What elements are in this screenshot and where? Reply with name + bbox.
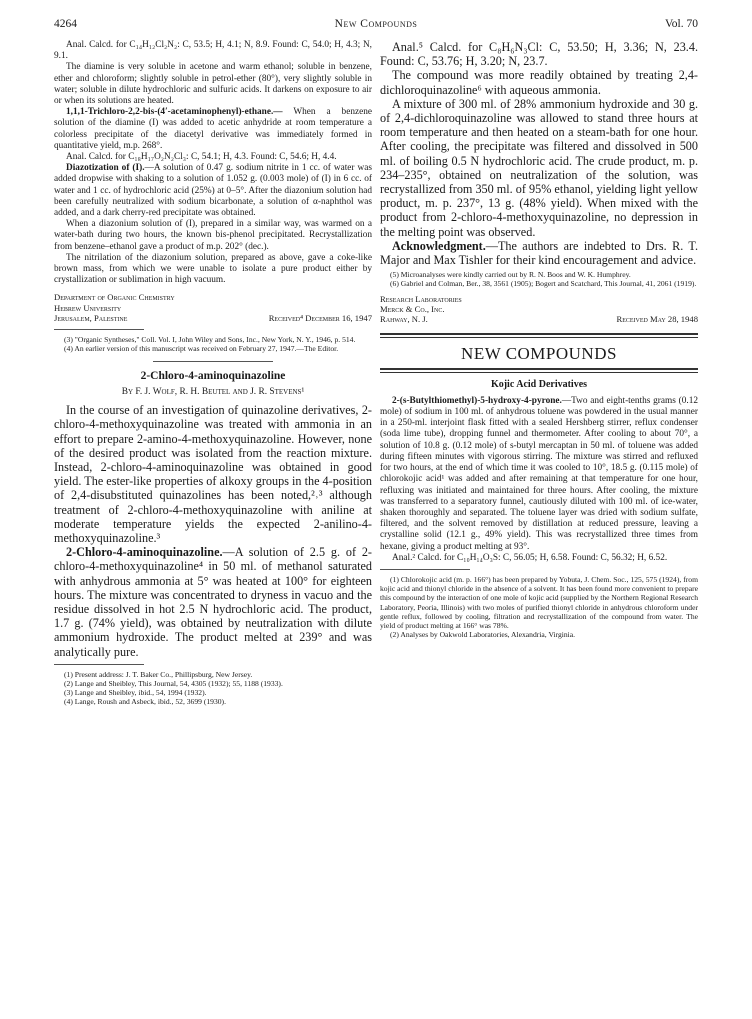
article-byline: By F. J. Wolf, R. H. Beutel and J. R. Stevens¹ (121, 387, 305, 398)
section-rule-bottom (380, 337, 698, 338)
affiliation-block-right (380, 294, 698, 325)
footnote-b2: (2) Lange and Sheibley, This Journal, 54, 4305 (1932); 55, 1188 (1933). (64, 678, 283, 688)
affiliation-line-2: Hebrew University (54, 302, 122, 313)
preparation-text: —A solution of 2.5 g. of 2-chloro-4-methoxyquinazoline⁴ in 50 ml. of methanol saturated with anhydrous ammonia at 5° was heated at 100° for eighteen hours. The mixture was concentrated to dryness in vacuo and the residue dissolved in hot 2.5 N hydrochloric acid. The product, 1.7 g. (74% yield), was obtained by neutralization with dilute ammonium hydroxide. The product melted at 239° and was analytically pure. (54, 545, 372, 659)
footnotes-bottom (54, 670, 372, 707)
article-divider (153, 361, 273, 362)
right-column (380, 40, 698, 639)
footnote-6: (6) Gabriel and Colman, Ber., 38, 3561 (1905); Bogert and Scatchard, This Journal, 41, 2061 (1919). (390, 279, 697, 289)
affiliation-line-3 (54, 313, 372, 323)
kojic-footnotes (380, 575, 698, 639)
footnote-divider-2 (54, 664, 144, 665)
nitrilation-paragraph: The nitrilation of the diazonium solution, prepared as above, gave a coke-like brown mass, from which we were unable to isolate a pure product either by crystallization or sublimation in high vacuum. (54, 252, 372, 286)
affiliation-right-1: Research Laboratories (380, 293, 462, 304)
affiliation-city: Jerusalem, Palestine (54, 313, 128, 324)
acknowledgment-heading: Acknowledgment. (392, 238, 486, 253)
preparation-paragraph (54, 545, 372, 659)
kojic-footnote-2: (2) Analyses by Oakwold Laboratories, Alexandria, Virginia. (390, 630, 576, 640)
analysis-paragraph-4: Anal.² Calcd. for C₁₀H₁₄O₃S: C, 56.05; H, 6.58. Found: C, 56.32; H, 6.52. (392, 552, 668, 563)
footnotes-right (380, 270, 698, 288)
footnote-b4: (4) Lange, Roush and Asbeck, ibid., 52, 3699 (1930). (64, 697, 226, 707)
affiliation-line-1: Department of Organic Chemistry (54, 292, 175, 303)
acknowledgment-paragraph (380, 239, 698, 267)
footnote-b3: (3) Lange and Sheibley, ibid., 54, 1994 (1932). (64, 688, 207, 698)
left-column (54, 40, 372, 707)
section-rule-bottom-2 (380, 372, 698, 373)
analysis-paragraph-2: Anal. Calcd. for C₁₈H₁₇O₂N₂Cl₃: C, 54.1; H, 4.3. Found: C, 54.6; H, 4.4. (66, 152, 337, 163)
affiliation-right-2: Merck & Co., Inc. (380, 304, 445, 315)
running-title: New Compounds (334, 18, 418, 30)
readily-paragraph: The compound was more readily obtained by treating 2,4-dichloroquinazoline⁶ with aqueous ammonia. (380, 68, 698, 97)
footnote-divider (54, 329, 144, 330)
preparation-heading: 2-Chloro-4-aminoquinazoline. (66, 545, 223, 560)
footnote-5: (5) Microanalyses were kindly carried out by R. N. Boos and W. K. Humphrey. (390, 270, 631, 280)
footnote-4: (4) An earlier version of this manuscript was received on February 27, 1947.—The Editor. (64, 343, 339, 353)
kojic-title: Kojic Acid Derivatives (490, 378, 588, 390)
section-title: NEW COMPOUNDS (461, 343, 617, 363)
trichloro-heading: 1,1,1-Trichloro-2,2-bis-(4′-acetaminophenyl)-ethane.— (66, 107, 283, 118)
bisphenol-paragraph: When a diazonium solution of (I), prepared in a similar way, was warmed on a water-bath during two hours, the known bis-phenol precipitated. Recrystallization from benzene–ethanol gave a product of m.p. 202° (dec.). (54, 219, 372, 252)
intro-paragraph: In the course of an investigation of quinazoline derivatives, 2-chloro-4-methoxyquinazoline was treated with ammonia in an effort to prepare 2-amino-4-methoxyquinazoline. However, none of the desired product was isolated from the reaction mixture. Instead, 2-chloro-4-aminoquinazoline was obtained in good yield. The ester-like properties of alkoxy groups in the 4-position of 2,4-disubstituted quinazolines has been noted,²˒³ although treatment of 2-chloro-4-methoxyquinazoline with aniline at moderate temperature yields the expected 2-anilino-4-methoxyquinazoline.³ (54, 403, 372, 545)
analysis-paragraph: Anal. Calcd. for C₁₄H₁₂Cl₂N₂: C, 53.5; H, 4.1; N, 8.9. Found: C, 54.0; H, 4.3; N, 9.1. (54, 40, 372, 62)
page-header (54, 18, 698, 34)
diazotization-text: —A solution of 0.47 g. sodium nitrite in 1 cc. of water was added dropwise with shaking to a solution of 1.052 g. (0.003 mole) of (I) in 6 cc. of water and 1 cc. of hydrochloric acid (25%) at 0–5°. After the diazonium solution had been carefully neutralized with sodium bicarbonate, a solution of α-naphthol was added, and a dark cherry-red precipitate was obtained. (54, 163, 372, 219)
affiliation-right-3 (380, 314, 698, 324)
trichloro-paragraph (54, 107, 372, 152)
received-date-right: Received May 28, 1948 (616, 314, 698, 325)
acknowledgment-text: —The authors are indebted to Drs. R. T. Major and Max Tishler for their kind encouragement and advice. (380, 238, 698, 268)
footnote-divider-3 (380, 569, 470, 570)
trichloro-text: When a benzene solution of the diamine (I) was added to acetic anhydride at room temperature a colorless precipitate of the diacetyl derivative was immediately formed in quantitative yield, m.p. 268°. (54, 107, 372, 151)
solubility-paragraph: The diamine is very soluble in acetone and warm ethanol; soluble in benzene, ether and chloroform; slightly soluble in petrol-ether (80°), very slightly soluble in water; soluble in dilute hydrochloric and sulfuric acids. It darkens on exposure to air or when its solutions are heated. (54, 62, 372, 107)
kojic-heading: 2-(s-Butylthiomethyl)-5-hydroxy-4-pyrone. (392, 395, 562, 406)
kojic-paragraph (380, 396, 698, 553)
kojic-footnote-1: (1) Chlorokojic acid (m. p. 166°) has been prepared by Yobuta, J. Chem. Soc., 125, 575 (1924), from kojic acid and thionyl chloride in the absence of a solvent. It has been found more convenient to prepare this compound by the interaction of one mole of kojic acid (supplied by the Northern Regional Research Laboratory, Peoria, Illinois) with two moles of purified thionyl chloride in anhydrous chloroform under gentle reflux, followed by cooling, filtration and recrystallization of the compound from water. The yield of product melting at 166° was 78%. (380, 574, 698, 630)
section-rule-top (380, 333, 698, 335)
footnote-3: (3) "Organic Syntheses," Coll. Vol. I, John Wiley and Sons, Inc., New York, N. Y., 1946, p. 514. (64, 334, 356, 344)
analysis-paragraph-3: Anal.⁵ Calcd. for C₈H₆N₃Cl: C, 53.50; H, 3.36; N, 23.4. Found: C, 53.76; H, 3.20; N, 23.7. (380, 40, 698, 69)
received-date: Received⁴ December 16, 1947 (268, 313, 372, 324)
volume-label: Vol. 70 (664, 18, 698, 30)
section-rule-top-2 (380, 368, 698, 370)
diazotization-paragraph (54, 163, 372, 219)
mixture-paragraph: A mixture of 300 ml. of 28% ammonium hydroxide and 30 g. of 2,4-dichloroquinazoline was allowed to stand three hours at room temperature and then heated on a steam-bath for one hour. After cooling, the precipitate was filtered and dissolved in 500 ml. of boiling 0.5 N hydrochloric acid. The crude product, m. p. 234–235°, obtained on neutralization of the solution, was recrystallized from 350 ml. of 95% ethanol, yielding light yellow product, m. p. 237°, 13 g. (48% yield). When mixed with the product from 2-chloro-4-methoxyquinazoline, no depression in the melting point was observed. (380, 96, 698, 239)
footnote-b1: (1) Present address: J. T. Baker Co., Phillipsburg, New Jersey. (64, 669, 253, 679)
kojic-text: —Two and eight-tenths grams (0.12 mole) of sodium in 100 ml. of anhydrous toluene was powdered in the usual manner in a 250-ml. interjoint flask fitted with a sealed Hershberg stirrer, reflux condenser (soda lime tube), dropping funnel and thermometer. After cooling to about 70°, a solution of 10.8 g. (0.12 mole) of s-butyl mercaptan in 50 ml. of toluene was added during fifteen minutes with vigorous stirring. The mixture was stirred and refluxed for two hours, at the end of which time it was cooled to 10°, 18.5 g. (0.115 mole) of chlorokojic acid¹ was added and after remaining at that temperature for one hour, refluxing was initiated and maintained for three hours. After cooling, the mixture was transferred to a separatory funnel, cautiously diluted with 100 ml. of ice-water, shaken thoroughly and separated. The toluene layer was dried with sodium sulfate, filtered, and the solvent removed by distillation at reduced pressure, leaving a crystalline solid (12.1 g., 49% yield). This was recrystallized three times from hexane, giving a product melting at 93°. (380, 395, 698, 552)
footnotes-top (54, 335, 372, 353)
page-number: 4264 (54, 18, 77, 30)
affiliation-block (54, 292, 372, 323)
affiliation-right-city: Rahway, N. J. (380, 314, 428, 325)
diazotization-heading: Diazotization of (I). (66, 163, 145, 174)
article-title: 2-Chloro-4-aminoquinazoline (140, 370, 286, 383)
